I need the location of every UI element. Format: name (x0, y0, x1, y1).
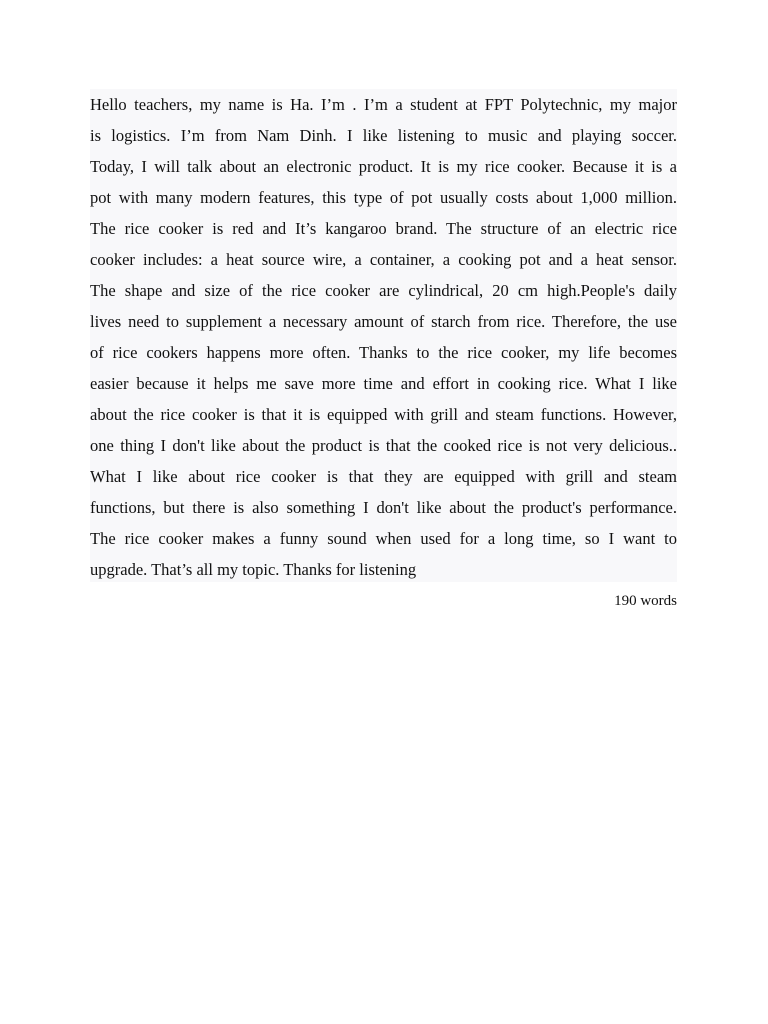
essay-line-9: of rice cookers happens more often. Thanks to the rice cooker, my life becomes (90, 343, 677, 362)
essay-line-4: pot with many modern features, this type of pot usually costs about 1,000 million. (90, 188, 677, 207)
essay-line-1: Hello teachers, my name is Ha. I’m . I’m a student at FPT Polytechnic, my major (90, 95, 677, 114)
essay-line-3: Today, I will talk about an electronic product. It is my rice cooker. Because it is a (90, 157, 677, 176)
essay-line-11: about the rice cooker is that it is equipped with grill and steam functions. However, (90, 405, 677, 424)
essay-line-14: functions, but there is also something I don't like about the product's performance. (90, 498, 677, 517)
essay-line-6: cooker includes: a heat source wire, a container, a cooking pot and a heat sensor. (90, 250, 677, 269)
essay-line-7: The shape and size of the rice cooker are cylindrical, 20 cm high.People's daily (90, 281, 677, 300)
essay-line-15: The rice cooker makes a funny sound when used for a long time, so I want to (90, 529, 677, 548)
essay-line-16: upgrade. That’s all my topic. Thanks for listening (90, 560, 417, 579)
essay-line-8: lives need to supplement a necessary amount of starch from rice. Therefore, the use (90, 312, 677, 331)
essay-line-13: What I like about rice cooker is that they are equipped with grill and steam (90, 467, 677, 486)
word-count: 190 words (614, 593, 677, 609)
essay-text-block (90, 89, 677, 582)
essay-line-5: The rice cooker is red and It’s kangaroo brand. The structure of an electric rice (90, 219, 677, 238)
essay-line-10: easier because it helps me save more time and effort in cooking rice. What I like (90, 374, 677, 393)
essay-line-2: is logistics. I’m from Nam Dinh. I like listening to music and playing soccer. (90, 126, 677, 145)
essay-line-12: one thing I don't like about the product is that the cooked rice is not very delicious.. (90, 436, 677, 455)
